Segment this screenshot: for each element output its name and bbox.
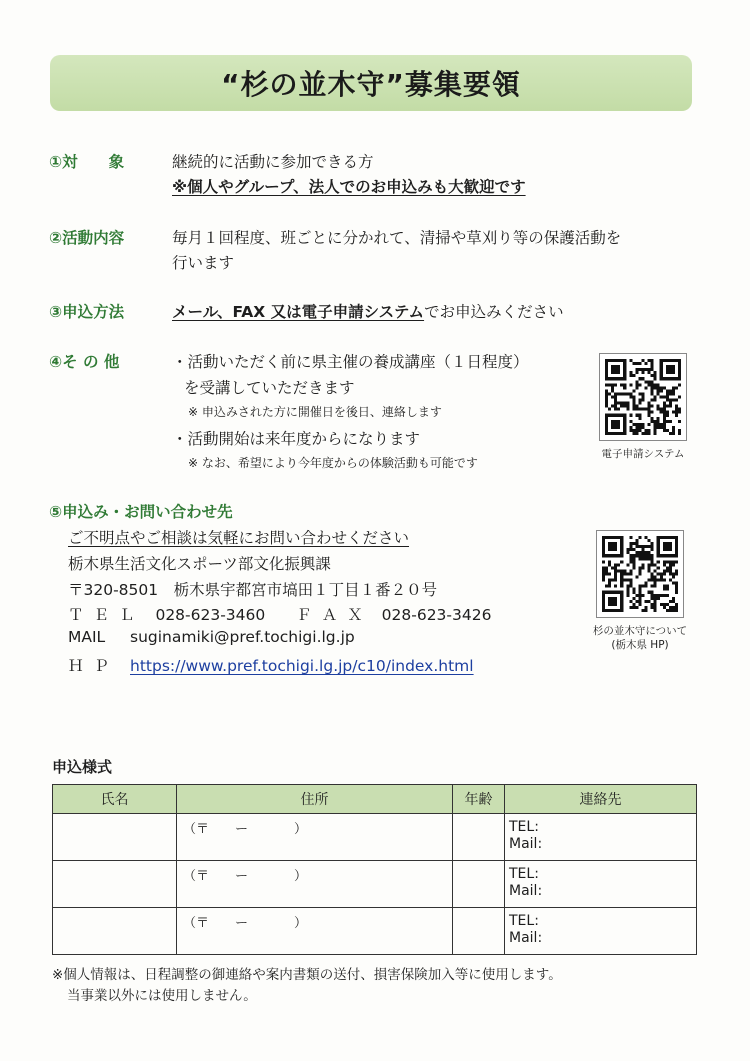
section-label-activity: ②活動内容 [49, 229, 125, 247]
form-title: 申込様式 [52, 758, 113, 776]
section-label-method: ③申込方法 [49, 303, 125, 321]
header-address: 住所 [177, 785, 453, 814]
qr-caption-info-line1: 杉の並木守について [592, 625, 688, 637]
table-row [53, 814, 697, 861]
target-line2: ※個人やグループ、法人でのお申込みも大歓迎です [172, 178, 526, 196]
page-title: “杉の並木守”募集要領 [221, 68, 521, 101]
qr-code-info-page[interactable] [596, 530, 684, 618]
contact-mail-row [68, 628, 355, 646]
mail-label: MAIL [68, 628, 106, 646]
mail-field-label: Mail: [509, 836, 543, 852]
table-row [53, 861, 697, 908]
addr-dash: ー [235, 869, 249, 884]
header-name: 氏名 [53, 785, 177, 814]
qr-caption-info [580, 624, 700, 652]
tel-field-label: TEL: [509, 866, 539, 882]
tel-label: ＴＥＬ [68, 606, 145, 624]
addr-dash: ー [235, 916, 249, 931]
method-rest: でお申込みください [424, 303, 564, 321]
contact-intro: ご不明点やご相談は気軽にお問い合わせください [68, 529, 410, 547]
activity-line1: 毎月１回程度、班ごとに分かれて、清掃や草刈り等の保護活動を [172, 229, 622, 247]
hp-link[interactable]: https://www.pref.tochigi.lg.jp/c10/index.html [130, 657, 474, 675]
contact-cell[interactable] [505, 814, 697, 861]
fax-label: ＦＡＸ [296, 606, 373, 624]
method-emphasis: メール、FAX 又は電子申請システム [172, 303, 425, 321]
age-cell[interactable] [453, 814, 505, 861]
privacy-note [52, 965, 562, 1007]
target-line1: 継続的に活動に参加できる方 [172, 153, 374, 171]
other-note2: ※ なお、希望により今年度からの体験活動も可能です [188, 456, 478, 470]
tel-field-label: TEL: [509, 913, 539, 929]
name-cell[interactable] [53, 814, 177, 861]
table-header-row [53, 785, 697, 814]
qr-icon [602, 536, 678, 612]
qr-caption-info-line2: (栃木県 HP) [611, 639, 669, 651]
contact-cell[interactable] [505, 861, 697, 908]
section-label-contact: ⑤申込み・お問い合わせ先 [49, 503, 233, 521]
section-label-target: ①対 象 [49, 153, 125, 171]
qr-code-online-application[interactable] [599, 353, 687, 441]
section-label-other: ④そ の 他 [49, 353, 120, 371]
age-cell[interactable] [453, 908, 505, 955]
mail-field-label: Mail: [509, 930, 543, 946]
other-note1: ※ 申込みされた方に開催日を後日、連絡します [188, 405, 442, 419]
address-cell[interactable] [177, 814, 453, 861]
tel-value[interactable]: 028-623-3460 [155, 606, 266, 624]
addr-open: （〒 [183, 916, 210, 931]
header-contact: 連絡先 [505, 785, 697, 814]
contact-phone-row [68, 603, 491, 625]
mail-field-label: Mail: [509, 883, 543, 899]
other-bullet1-line1: ・活動いただく前に県主催の養成講座（１日程度） [172, 353, 529, 371]
addr-close: ） [294, 869, 308, 884]
addr-close: ） [294, 916, 308, 931]
header-age: 年齢 [453, 785, 505, 814]
contact-postal: 〒320-8501 栃木県宇都宮市塙田１丁目１番２０号 [68, 581, 438, 599]
fax-value: 028-623-3426 [381, 606, 492, 624]
address-cell[interactable] [177, 908, 453, 955]
contact-dept: 栃木県生活文化スポーツ部文化振興課 [68, 555, 331, 573]
tel-field-label: TEL: [509, 819, 539, 835]
contact-hp-row [68, 654, 474, 676]
privacy-note-line1: ※個人情報は、日程調整の御連絡や案内書類の送付、損害保険加入等に使用します。 [52, 967, 562, 983]
addr-open: （〒 [183, 822, 210, 837]
qr-caption-online: 電子申請システム [601, 448, 685, 460]
name-cell[interactable] [53, 908, 177, 955]
hp-label: ＨＰ [68, 657, 120, 675]
table-row [53, 908, 697, 955]
contact-cell[interactable] [505, 908, 697, 955]
addr-close: ） [294, 822, 308, 837]
activity-line2: 行います [172, 254, 235, 272]
name-cell[interactable] [53, 861, 177, 908]
addr-open: （〒 [183, 869, 210, 884]
age-cell[interactable] [453, 861, 505, 908]
privacy-note-line2: 当事業以外には使用しません。 [67, 988, 257, 1004]
application-form-table [52, 784, 697, 955]
other-bullet2: ・活動開始は来年度からになります [172, 430, 421, 448]
method-line [172, 300, 564, 322]
addr-dash: ー [235, 822, 249, 837]
address-cell[interactable] [177, 861, 453, 908]
other-bullet1-line2: を受講していただきます [184, 379, 355, 397]
qr-icon [605, 359, 681, 435]
mail-value[interactable]: suginamiki@pref.tochigi.lg.jp [130, 628, 355, 646]
title-banner [50, 55, 692, 111]
